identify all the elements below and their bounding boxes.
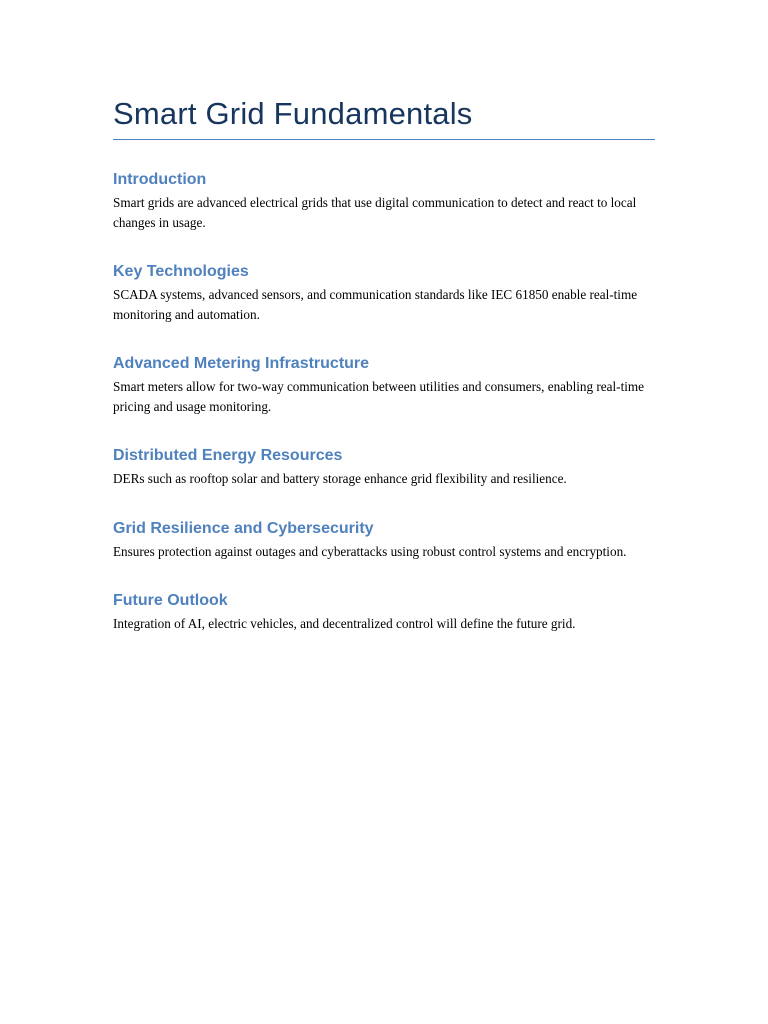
section-paragraph: DERs such as rooftop solar and battery storage enhance grid flexibility and resilience. [113, 471, 567, 486]
section-paragraph: Ensures protection against outages and cyberattacks using robust control systems and encryption. [113, 543, 627, 559]
section-heading: Distributed Energy Resources [113, 447, 343, 464]
section-future-outlook [113, 591, 655, 634]
section-introduction [113, 170, 655, 232]
document-body [113, 95, 655, 634]
section-paragraph: Smart grids are advanced electrical grids that use digital communication to detect and react to local changes in usage. [113, 195, 637, 230]
section-paragraph: Smart meters allow for two-way communication between utilities and consumers, enabling real-time pricing and usage monitoring. [113, 379, 645, 414]
section-heading: Advanced Metering Infrastructure [113, 355, 370, 372]
section-heading: Future Outlook [113, 592, 228, 609]
section-heading: Grid Resilience and Cybersecurity [113, 519, 374, 537]
section-heading: Introduction [113, 171, 207, 188]
section-paragraph: Integration of AI, electric vehicles, and decentralized control will define the future grid. [113, 616, 576, 631]
section-advanced-metering-infrastructure [113, 354, 655, 416]
page-title: Smart Grid Fundamentals [113, 95, 655, 140]
section-distributed-energy-resources [113, 446, 655, 489]
section-paragraph: SCADA systems, advanced sensors, and communication standards like IEC 61850 enable real-time monitoring and automation. [113, 287, 638, 322]
section-heading: Key Technologies [113, 263, 249, 280]
section-grid-resilience-cybersecurity [113, 519, 655, 562]
section-key-technologies [113, 262, 655, 324]
